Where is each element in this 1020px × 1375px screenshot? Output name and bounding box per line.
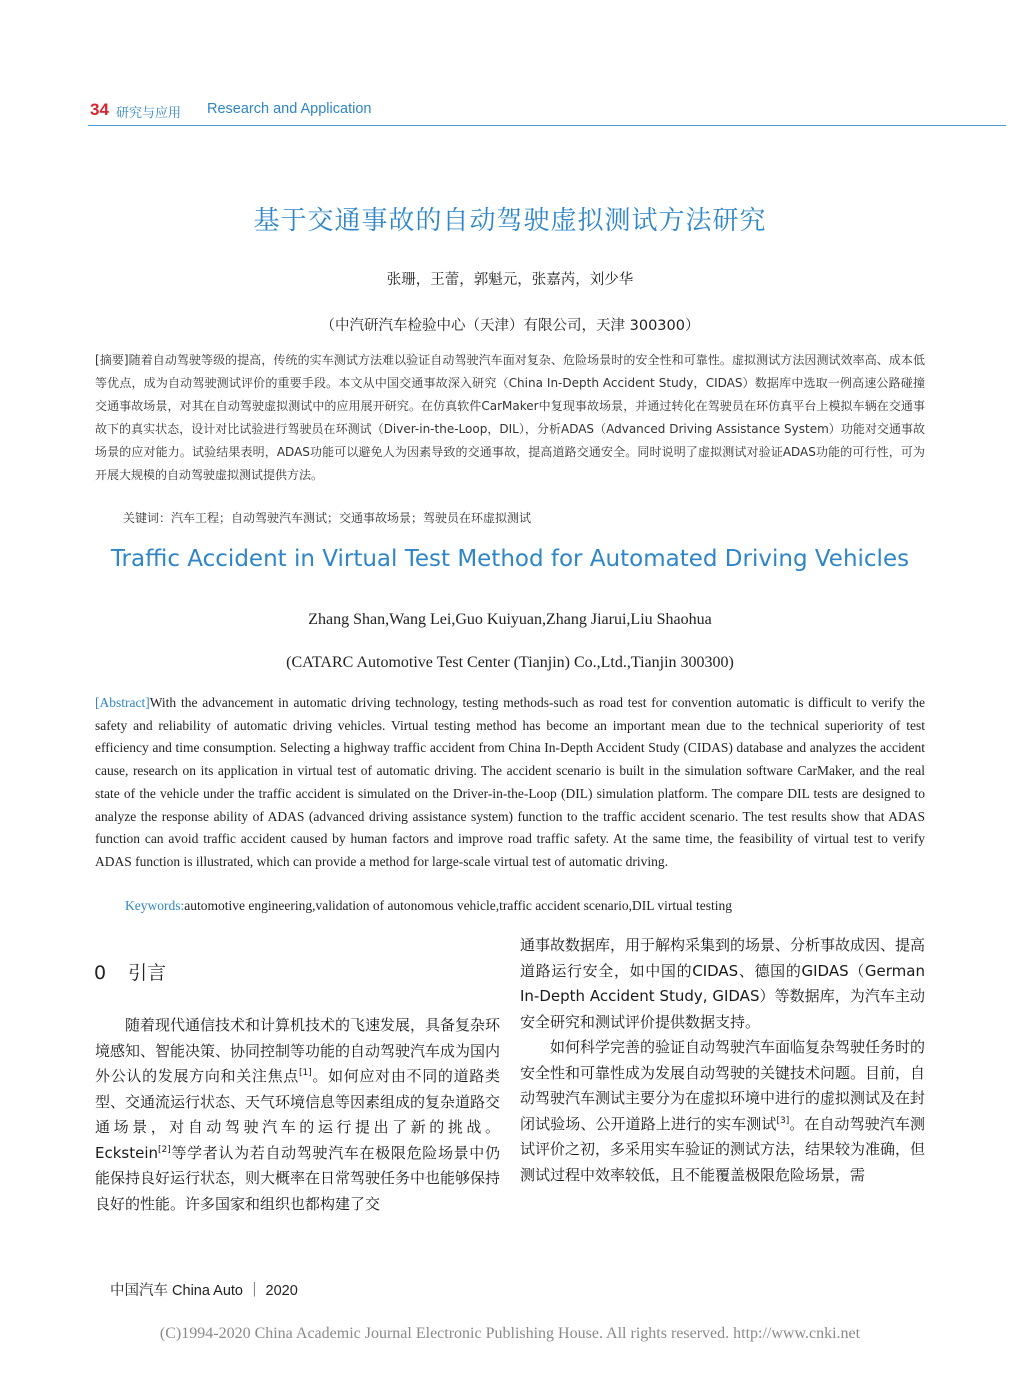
authors-en: Zhang Shan,Wang Lei,Guo Kuiyuan,Zhang Jiarui,Liu Shaohua (308, 611, 712, 628)
citation-ref[interactable]: [2] (158, 1144, 171, 1155)
abstract-en-label: [Abstract] (95, 695, 150, 710)
authors-cn: 张珊，王蕾，郭魁元，张嘉芮，刘少华 (386, 272, 634, 288)
page-number: 34 (90, 100, 109, 119)
keywords-en-text: automotive engineering,validation of autonomous vehicle,traffic accident scenario,DIL virtual testing (184, 898, 732, 913)
body-paragraph (520, 933, 925, 1035)
section-number: 0 (94, 962, 107, 984)
copyright-notice: (C)1994-2020 China Academic Journal Electronic Publishing House. All rights reserved. http://www.cnki.net (159, 1325, 861, 1342)
abstract-en (95, 692, 925, 874)
keywords-en-label: Keywords: (125, 898, 185, 913)
keywords-en (125, 898, 732, 914)
journal-footer: 中国汽车 China Auto ｜ 2020 (110, 1283, 298, 1299)
section-label-cn: 研究与应用 (116, 106, 182, 121)
body-paragraph (95, 1013, 500, 1217)
header-divider (88, 125, 1006, 126)
body-text: 。如何应对由不同的道路类型、交通流运行状态、天气环境信息等因素组成的复杂道路交通场景，对自动驾驶汽车的运行提出了新的挑战。Eckstein (95, 1067, 501, 1162)
body-text: 等学者认为若自动驾驶汽车在极限危险场景中仍能保持良好运行状态，则大概率在日常驾驶任务中也能够保持良好的性能。许多国家和组织也都构建了交 (95, 1143, 501, 1213)
body-text: 通事故数据库，用于解构采集到的场景、分析事故成因、提高道路运行安全，如中国的CIDAS、德国的GIDAS（German In-Depth Accident Study, GIDAS）等数据库，为汽车主动安全研究和测试评价提供数据支持。 (520, 936, 926, 1031)
body-text: 随着现代通信技术和计算机技术的飞速发展，具备复杂环境感知、智能决策、协同控制等功能的自动驾驶汽车成为国内外公认的发展方向和关注焦点 (95, 1016, 501, 1085)
section-label-en: Research and Application (207, 101, 372, 117)
keywords-cn: 关键词：汽车工程；自动驾驶汽车测试；交通事故场景；驾驶员在环虚拟测试 (123, 511, 532, 525)
citation-ref[interactable]: [3] (776, 1115, 790, 1126)
section-title: 引言 (128, 962, 167, 984)
abstract-en-text: With the advancement in automatic driving technology, testing methods-such as road test for convention automatic is difficult to verify the safety and reliability of automatic driving vehicles. Virtual testing method has become an important mean due to the technical superiority of test efficiency and time consumption. Selecting a highway traffic accident from China In-Depth Accident Study (CIDAS) database and analyzes the accident cause, research on its application in virtual test of automatic driving. The accident scenario is built in the simulation software CarMaker, and the real state of the vehicle under the traffic accident is simulated on the Driver-in-the-Loop (DIL) simulation platform. The compare DIL tests are designed to analyze the response ability of ADAS (advanced driving assistance system) function to the traffic accident scenario. The test results show that ADAS function can avoid traffic accident caused by human factors and improve road traffic safety. At the same time, the feasibility of virtual test to verify ADAS function is illustrated, which can provide a method for large-scale virtual test of automatic driving. (95, 695, 925, 869)
affiliation-cn: （中汽研汽车检验中心（天津）有限公司，天津 300300） (320, 318, 700, 334)
body-column-left (95, 1013, 500, 1217)
section-heading (94, 958, 166, 985)
body-text: 。在自动驾驶汽车测试评价之初，多采用实车验证的测试方法，结果较为准确，但测试过程中效率较低，且不能覆盖极限危险场景，需 (520, 1114, 926, 1184)
affiliation-en: (CATARC Automotive Test Center (Tianjin) Co.,Ltd.,Tianjin 300300) (286, 654, 734, 671)
citation-ref[interactable]: [1] (298, 1068, 312, 1078)
paper-title-cn: 基于交通事故的自动驾驶虚拟测试方法研究 (253, 206, 767, 236)
body-column-right (520, 933, 925, 1188)
paper-title-en: Traffic Accident in Virtual Test Method for Automated Driving Vehicles (110, 546, 910, 572)
body-paragraph (520, 1035, 925, 1188)
body-text: 如何科学完善的验证自动驾驶汽车面临复杂驾驶任务时的安全性和可靠性成为发展自动驾驶的关键技术问题。目前，自动驾驶汽车测试主要分为在虚拟环境中进行的虚拟测试及在封闭试验场、公开道路上进行的实车测试 (520, 1038, 926, 1133)
abstract-cn: [摘要]随着自动驾驶等级的提高，传统的实车测试方法难以验证自动驾驶汽车面对复杂、危险场景时的安全性和可靠性。虚拟测试方法因测试效率高、成本低等优点，成为自动驾驶测试评价的重要手段。本文从中国交通事故深入研究（China In-Depth Accident Study，CIDAS）数据库中选取一例高速公路碰撞交通事故场景，对其在自动驾驶虚拟测试中的应用展开研究。在仿真软件CarMaker中复现事故场景，并通过转化在驾驶员在环仿真平台上模拟车辆在交通事故下的真实状态，设计对比试验进行驾驶员在环测试（Diver-in-the-Loop，DIL），分析ADAS（Advanced Driving Assistance System）功能对交通事故场景的应对能力。试验结果表明，ADAS功能可以避免人为因素导致的交通事故，提高道路交通安全。同时说明了虚拟测试对验证ADAS功能的可行性，可为开展大规模的自动驾驶虚拟测试提供方法。 (95, 353, 925, 482)
